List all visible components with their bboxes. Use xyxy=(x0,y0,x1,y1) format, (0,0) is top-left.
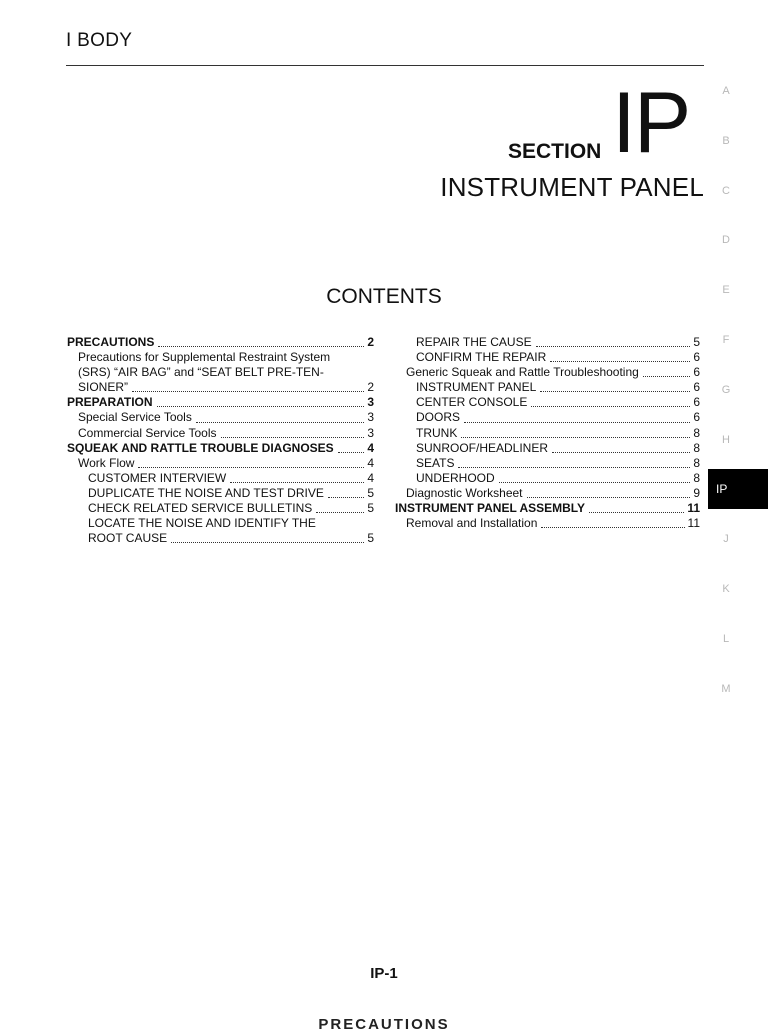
section-tab-e[interactable]: E xyxy=(722,284,730,297)
toc-leader-dots xyxy=(158,346,364,347)
toc-entry-title: Generic Squeak and Rattle Troubleshooting xyxy=(406,365,639,380)
toc-entry[interactable] xyxy=(67,456,374,471)
section-tab-m[interactable]: M xyxy=(721,682,731,695)
toc-entry[interactable] xyxy=(395,426,700,441)
toc-entry-title: LOCATE THE NOISE AND IDENTIFY THE xyxy=(88,516,316,531)
toc-page-number: 3 xyxy=(367,395,374,410)
toc-page-number: 11 xyxy=(687,501,700,516)
toc-leader-dots xyxy=(643,376,690,377)
toc-page-number: 4 xyxy=(367,440,374,455)
section-code: IP xyxy=(612,75,690,171)
section-tab-k[interactable]: K xyxy=(722,582,730,595)
toc-entry-title: DOORS xyxy=(416,410,461,425)
toc-page-number: 6 xyxy=(693,365,700,380)
toc-entry[interactable] xyxy=(67,335,374,350)
toc-leader-dots xyxy=(531,406,690,407)
toc-entry-title: Precautions for Supplemental Restraint System xyxy=(78,350,331,365)
toc-entry[interactable] xyxy=(395,441,700,456)
header-rule xyxy=(66,65,704,66)
toc-entry-title: CUSTOMER INTERVIEW xyxy=(88,470,227,485)
toc-leader-dots xyxy=(171,542,364,543)
toc-entry[interactable] xyxy=(67,426,374,441)
toc-entry-title: Work Flow xyxy=(78,455,135,470)
toc-leader-dots xyxy=(316,512,364,513)
toc-entry[interactable] xyxy=(67,395,374,410)
toc-entry-title: INSTRUMENT PANEL ASSEMBLY xyxy=(395,501,586,516)
toc-entry[interactable] xyxy=(395,516,700,531)
toc-entry-title: SEATS xyxy=(416,455,455,470)
toc-leader-dots xyxy=(338,452,365,453)
toc-leader-dots xyxy=(461,437,690,438)
toc-entry[interactable] xyxy=(67,516,374,546)
toc-leader-dots xyxy=(536,346,691,347)
toc-entry[interactable] xyxy=(395,365,700,380)
toc-page-number: 4 xyxy=(367,455,374,470)
contents-heading: CONTENTS xyxy=(326,285,442,308)
toc-page-number: 4 xyxy=(367,470,374,485)
section-tab-active[interactable]: IP xyxy=(708,469,768,509)
toc-page-number: 6 xyxy=(693,395,700,410)
toc-leader-dots xyxy=(328,497,364,498)
toc-entry[interactable] xyxy=(67,501,374,516)
toc-entry-title: PREPARATION xyxy=(67,395,153,410)
toc-entry-title: CHECK RELATED SERVICE BULLETINS xyxy=(88,501,313,516)
section-tab-c[interactable]: C xyxy=(722,184,730,197)
toc-entry-title: Commercial Service Tools xyxy=(78,425,217,440)
section-title: INSTRUMENT PANEL xyxy=(440,172,704,202)
section-tab-g[interactable]: G xyxy=(721,383,731,396)
toc-leader-dots xyxy=(550,361,690,362)
toc-entry[interactable] xyxy=(395,410,700,425)
toc-leader-dots xyxy=(196,422,364,423)
toc-leader-dots xyxy=(138,467,364,468)
toc-entry[interactable] xyxy=(67,410,374,425)
toc-entry[interactable] xyxy=(395,486,700,501)
toc-entry[interactable] xyxy=(395,395,700,410)
next-section-heading-partial: PRECAUTIONS xyxy=(318,1016,450,1033)
toc-page-number: 2 xyxy=(367,335,374,349)
section-index-tabs xyxy=(708,78,744,725)
toc-entry-title: UNDERHOOD xyxy=(416,470,495,485)
toc-entry[interactable] xyxy=(395,380,700,395)
toc-leader-dots xyxy=(221,437,365,438)
toc-page-number: 5 xyxy=(367,485,374,500)
section-tab-d[interactable]: D xyxy=(722,234,730,247)
toc-page-number: 8 xyxy=(693,425,700,440)
toc-page-number: 6 xyxy=(693,350,700,365)
toc-page-number: 5 xyxy=(367,531,374,546)
toc-leader-dots xyxy=(541,527,684,528)
toc-entry[interactable] xyxy=(395,335,700,350)
toc-entry-title: PRECAUTIONS xyxy=(67,335,155,349)
section-tab-l[interactable]: L xyxy=(722,632,730,645)
section-label: SECTION xyxy=(508,140,602,163)
toc-entry[interactable] xyxy=(395,501,700,516)
toc-entry-title: INSTRUMENT PANEL xyxy=(416,380,537,395)
toc-leader-dots xyxy=(499,482,691,483)
toc-page-number: 8 xyxy=(693,440,700,455)
toc-entry-title: Diagnostic Worksheet xyxy=(406,485,523,500)
toc-entry-title: TRUNK xyxy=(416,425,458,440)
toc-right-column xyxy=(395,335,700,531)
running-header: I BODY xyxy=(66,30,133,51)
section-tab-a[interactable]: A xyxy=(722,85,730,97)
toc-entry-title: SUNROOF/HEADLINER xyxy=(416,440,549,455)
toc-leader-dots xyxy=(132,391,364,392)
toc-entry-title: SQUEAK AND RATTLE TROUBLE DIAGNOSES xyxy=(67,440,334,455)
toc-entry[interactable] xyxy=(395,471,700,486)
toc-leader-dots xyxy=(157,406,365,407)
toc-entry-title: CENTER CONSOLE xyxy=(416,395,528,410)
toc-page-number: 5 xyxy=(693,335,700,349)
toc-entry-title: Special Service Tools xyxy=(78,410,192,425)
toc-page-number: 8 xyxy=(693,455,700,470)
page-number: IP-1 xyxy=(370,965,398,982)
toc-leader-dots xyxy=(527,497,691,498)
section-tab-h[interactable]: H xyxy=(722,433,730,446)
toc-entry[interactable] xyxy=(67,441,374,456)
toc-entry-title: (SRS) “AIR BAG” and “SEAT BELT PRE-TEN- xyxy=(78,365,324,380)
toc-entry-title: SIONER” xyxy=(78,380,129,395)
toc-leader-dots xyxy=(589,512,684,513)
toc-page-number: 3 xyxy=(367,425,374,440)
toc-leader-dots xyxy=(464,422,690,423)
toc-page-number: 6 xyxy=(693,380,700,395)
toc-entry[interactable] xyxy=(67,350,374,395)
toc-entry[interactable] xyxy=(395,456,700,471)
toc-page-number: 6 xyxy=(693,410,700,425)
toc-leader-dots xyxy=(540,391,690,392)
section-tab-f[interactable]: F xyxy=(722,333,730,346)
toc-left-column xyxy=(67,335,374,546)
toc-entry[interactable] xyxy=(395,350,700,365)
toc-page-number: 11 xyxy=(687,516,700,531)
toc-leader-dots xyxy=(552,452,690,453)
toc-entry[interactable] xyxy=(67,471,374,486)
toc-entry-title: REPAIR THE CAUSE xyxy=(416,335,532,349)
toc-entry-title: CONFIRM THE REPAIR xyxy=(416,350,547,365)
toc-page-number: 9 xyxy=(693,485,700,500)
toc-leader-dots xyxy=(458,467,690,468)
toc-entry-title: DUPLICATE THE NOISE AND TEST DRIVE xyxy=(88,485,324,500)
toc-page-number: 2 xyxy=(367,380,374,395)
toc-page-number: 8 xyxy=(693,470,700,485)
toc-entry-title: Removal and Installation xyxy=(406,516,538,531)
toc-entry-title: ROOT CAUSE xyxy=(88,531,168,546)
section-tab-b[interactable]: B xyxy=(722,134,730,147)
section-tab-j[interactable]: J xyxy=(723,533,729,546)
toc-page-number: 5 xyxy=(367,501,374,516)
toc-page-number: 3 xyxy=(367,410,374,425)
toc-entry[interactable] xyxy=(67,486,374,501)
toc-leader-dots xyxy=(230,482,364,483)
